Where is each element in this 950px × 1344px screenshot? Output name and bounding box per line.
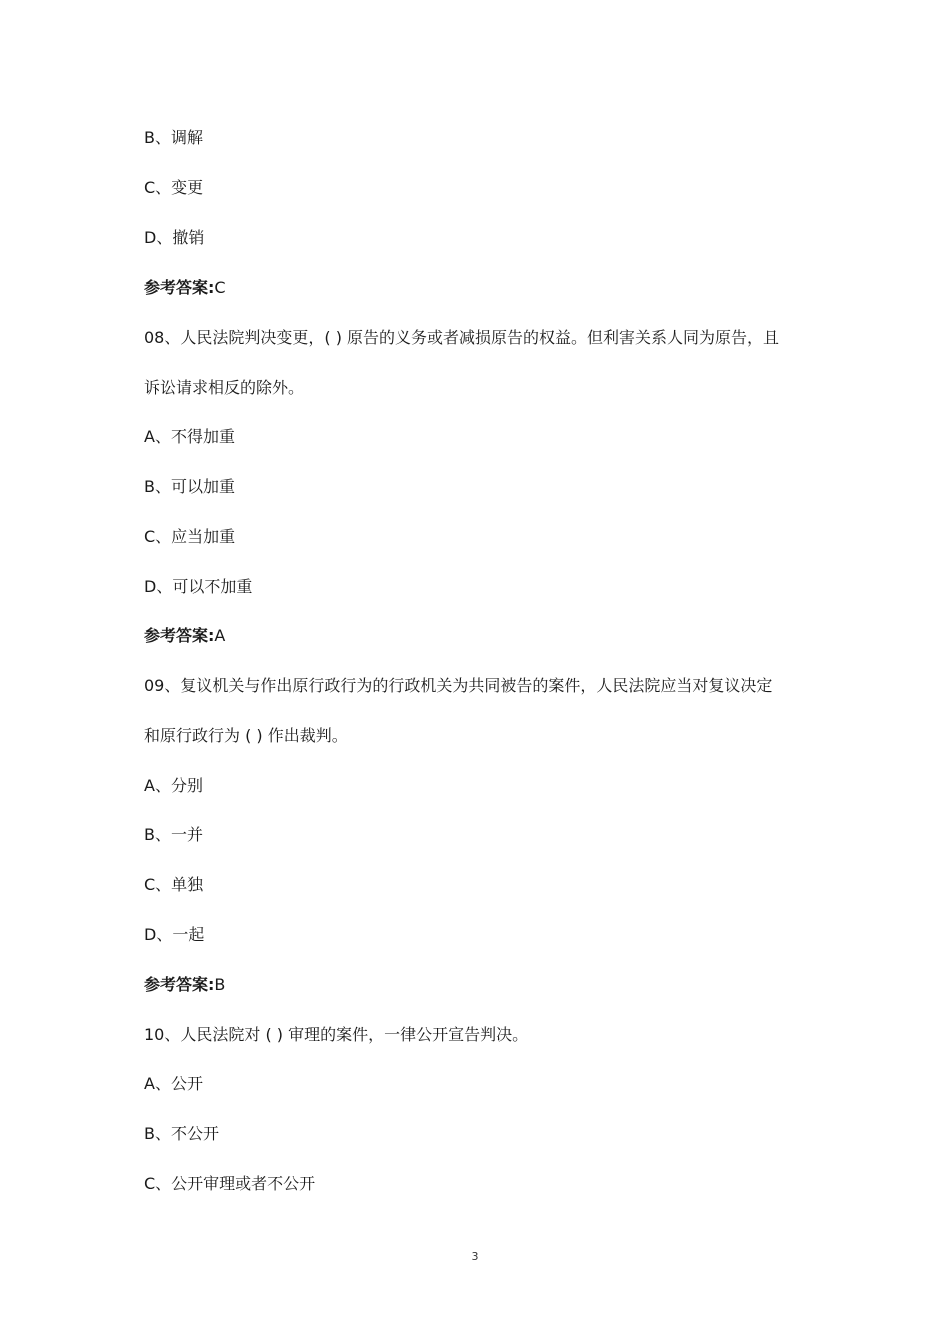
q08-answer: [144, 625, 225, 647]
q08-stem-line1: 08、人民法院判决变更，( ) 原告的义务或者减损原告的权益。但利害关系人同为原告，且: [144, 328, 780, 347]
q08-option-a: A、不得加重: [144, 427, 235, 446]
q07-option-b: B、调解: [144, 128, 203, 147]
q08-stem-line2: 诉讼请求相反的除外。: [144, 378, 305, 397]
q09-option-b: B、一并: [144, 825, 203, 844]
page-number: 3: [471, 1250, 479, 1263]
q10-option-a: A、公开: [144, 1074, 203, 1093]
q09-option-d: D、一起: [144, 925, 205, 944]
answer-value: C: [214, 278, 226, 297]
q09-answer: [144, 974, 225, 996]
q07-option-c: C、变更: [144, 178, 204, 197]
answer-label: 参考答案:: [144, 626, 215, 645]
q09-stem-line1: 09、复议机关与作出原行政行为的行政机关为共同被告的案件，人民法院应当对复议决定: [144, 676, 773, 695]
q10-option-c: C、公开审理或者不公开: [144, 1174, 316, 1193]
q07-option-d: D、撤销: [144, 228, 205, 247]
q09-stem-line2: 和原行政行为 ( ) 作出裁判。: [144, 726, 348, 745]
q09-option-c: C、单独: [144, 875, 204, 894]
answer-value: A: [214, 626, 226, 645]
answer-label: 参考答案:: [144, 975, 215, 994]
answer-value: B: [214, 975, 226, 994]
answer-label: 参考答案:: [144, 278, 215, 297]
q08-option-d: D、可以不加重: [144, 577, 253, 596]
q10-option-b: B、不公开: [144, 1124, 219, 1143]
q10-stem-line1: 10、人民法院对 ( ) 审理的案件，一律公开宣告判决。: [144, 1025, 529, 1044]
q08-option-c: C、应当加重: [144, 527, 236, 546]
q07-answer: [144, 277, 226, 299]
q08-option-b: B、可以加重: [144, 477, 235, 496]
q09-option-a: A、分别: [144, 776, 203, 795]
